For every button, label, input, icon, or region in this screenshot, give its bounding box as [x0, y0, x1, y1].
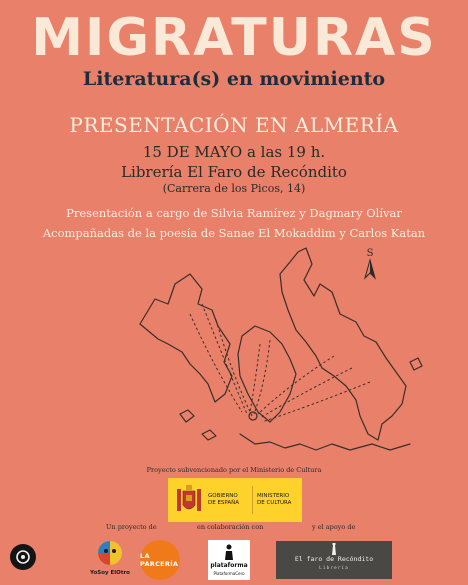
- ministry-label: MINISTERIO DE CULTURA: [257, 493, 292, 506]
- funding-note: Proyecto subvencionado por el Ministerio de Cultura: [146, 466, 322, 474]
- map-route-3: [216, 320, 252, 416]
- event-date: 15 DE MAYO a las 19 h.: [142, 143, 326, 161]
- el-faro-de-recondito-logo: El faro de Recóndito Librería: [276, 541, 392, 579]
- map-route-4: [250, 344, 260, 412]
- svg-text:YoSoy ElOtro: YoSoy ElOtro: [90, 570, 130, 576]
- map-landmass-left: [140, 274, 232, 402]
- plataforma-figure-icon: [223, 544, 235, 560]
- map-route-5: [254, 340, 270, 414]
- event-headline: PRESENTACIÓN EN ALMERÍA: [69, 113, 399, 137]
- map-route-6: [258, 356, 334, 414]
- event-venue: Librería El Faro de Recóndito: [121, 163, 347, 181]
- map-convergence-point: [249, 412, 257, 420]
- map-island-2: [410, 358, 422, 370]
- event-address: (Carrera de los Picos, 14): [162, 182, 306, 195]
- map-island-1: [180, 410, 194, 422]
- map-route-7: [260, 368, 352, 418]
- map-route-1: [190, 314, 242, 412]
- gov-label: GOBIERNO DE ESPAÑA: [208, 493, 240, 506]
- project-label: Un proyecto de: [106, 523, 157, 531]
- lighthouse-icon: [330, 543, 338, 555]
- gov-logo-divider: [252, 486, 253, 514]
- brand-title: MIGRATURAS: [31, 8, 437, 68]
- poets-credit: Acompañadas de la poesía de Sanae El Mokaddim y Carlos Katan: [42, 226, 426, 240]
- north-arrow-icon: [363, 246, 377, 282]
- brand-subtitle: Literatura(s) en movimiento: [82, 68, 386, 90]
- collaboration-label: en colaboración con: [197, 523, 264, 531]
- gobierno-espana-logo: [168, 478, 302, 522]
- yosoy-elotro-logo: [90, 538, 130, 578]
- presenters-credit: Presentación a cargo de Silvia Ramírez y Dagmary Olívar: [66, 206, 402, 220]
- north-arrow-label: S: [366, 248, 374, 259]
- map-coast-lower: [240, 434, 410, 450]
- coat-of-arms-icon: [174, 483, 204, 517]
- migration-map-illustration: [120, 244, 430, 459]
- map-landmass-right: [280, 248, 406, 440]
- la-parceria-logo: LA PARCERÍA: [140, 540, 180, 580]
- profile-avatar-icon[interactable]: [10, 544, 36, 570]
- avatar-glyph-icon: [10, 544, 36, 570]
- plataforma-cero-logo: plataforma PlataformaCero: [208, 540, 250, 580]
- map-island-3: [202, 430, 216, 440]
- support-label: y el apoyo de: [312, 523, 356, 531]
- map-route-8: [262, 382, 370, 422]
- map-landmass-middle: [238, 326, 296, 422]
